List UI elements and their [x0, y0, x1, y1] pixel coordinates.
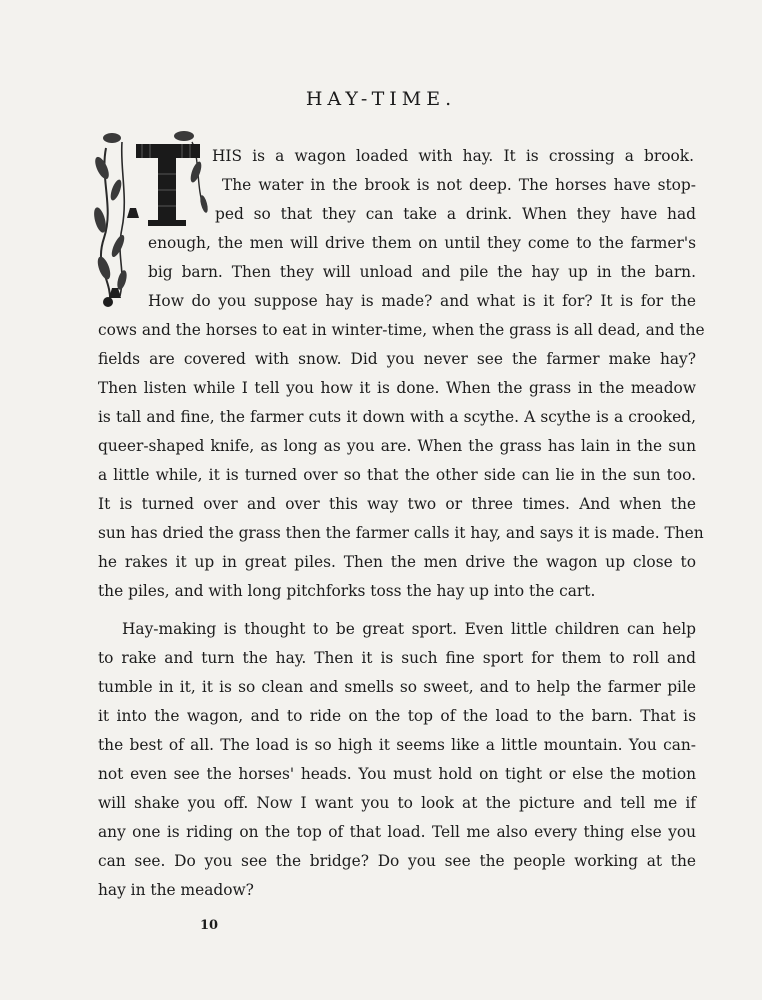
text-line: hay in the meadow?	[98, 881, 254, 899]
text-line: sun has dried the grass then the farmer calls it hay, and says it is made. Then	[98, 524, 704, 542]
text-line: Hay-making is thought to be great sport. Even little children can help	[122, 620, 696, 638]
text-line: How do you suppose hay is made? and what is it for? It is for the	[148, 292, 696, 310]
text-line: any one is riding on the top of that load. Tell me also every thing else you	[98, 823, 696, 841]
text-line: the piles, and with long pitchforks toss the hay up into the cart.	[98, 582, 596, 600]
text-line: is tall and fine, the farmer cuts it down with a scythe. A scythe is a crooked,	[98, 408, 696, 426]
text-line: can see. Do you see the bridge? Do you see the people working at the	[98, 852, 696, 870]
text-line: The water in the brook is not deep. The horses have stop-	[222, 176, 696, 194]
text-line: fields are covered with snow. Did you never see the farmer make hay?	[98, 350, 696, 368]
text-line: he rakes it up in great piles. Then the men drive the wagon up close to	[98, 553, 696, 571]
text-line: tumble in it, it is so clean and smells so sweet, and to help the farmer pile	[98, 678, 696, 696]
page-number: 10	[200, 918, 219, 933]
page-title: HAY-TIME.	[305, 88, 457, 110]
text-line: not even see the horses' heads. You must hold on tight or else the motion	[98, 765, 696, 783]
text-line: queer-shaped knife, as long as you are. When the grass has lain in the sun	[98, 437, 696, 455]
text-line: will shake you off. Now I want you to look at the picture and tell me if	[98, 794, 696, 812]
text-line: ped so that they can take a drink. When they have had	[215, 205, 696, 223]
text-line: It is turned over and over this way two or three times. And when the	[98, 495, 696, 513]
text-line: cows and the horses to eat in winter-time, when the grass is all dead, and the	[98, 321, 705, 339]
text-line: enough, the men will drive them on until they come to the farmer's	[148, 234, 696, 252]
text-line: the best of all. The load is so high it seems like a little mountain. You can-	[98, 736, 696, 754]
text-line: HIS is a wagon loaded with hay. It is crossing a brook.	[212, 147, 694, 165]
text-line: it into the wagon, and to ride on the top of the load to the barn. That is	[98, 707, 696, 725]
text-line: Then listen while I tell you how it is done. When the grass in the meadow	[98, 379, 696, 397]
text-line: to rake and turn the hay. Then it is such fine sport for them to roll and	[98, 649, 696, 667]
text-line: big barn. Then they will unload and pile the hay up in the barn.	[148, 263, 696, 281]
text-line: a little while, it is turned over so that the other side can lie in the sun too.	[98, 466, 696, 484]
